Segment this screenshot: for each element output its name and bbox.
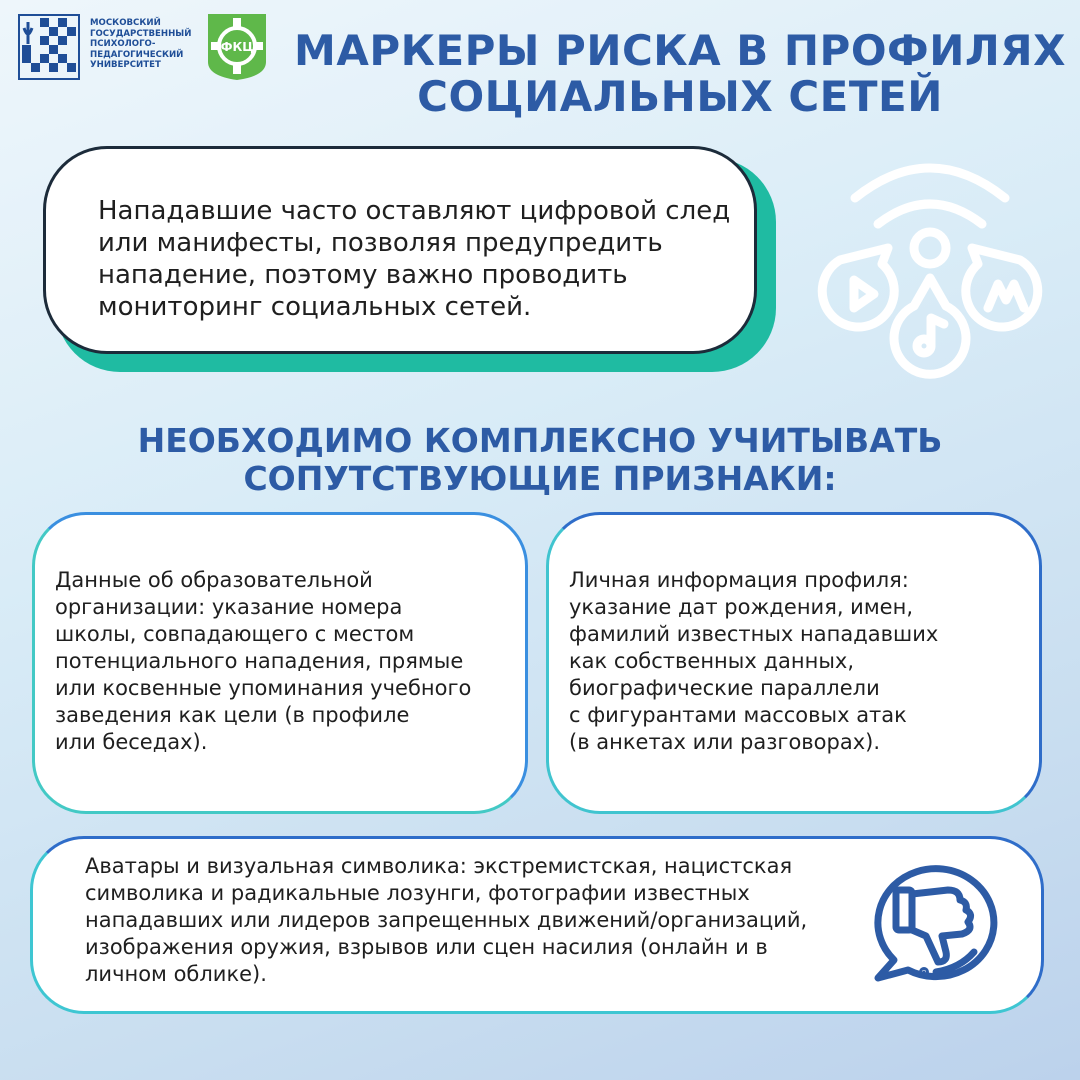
social-media-icon [810, 148, 1060, 388]
fkc-logo-text: ФКЦ [220, 40, 254, 54]
mgppu-logo-icon [18, 14, 80, 80]
intro-card [43, 146, 757, 354]
fkc-logo-icon [206, 12, 268, 82]
thumbs-down-icon [864, 856, 1004, 986]
education-card [32, 512, 528, 814]
education-card-text: Данные об образовательной организации: указание номера школы, совпадающего с местом потенциального нападения, прямые или косвенные упоминания учебного заведения как цели (в профиле или беседах). [55, 568, 472, 754]
personal-info-card [546, 512, 1042, 814]
avatars-card-text: Аватары и визуальная символика: экстремистская, нацистская символика и радикальные лозунги, фотографии известных нападавших или лидеров запрещенных движений/организаций, изображения оружия, взрывов или сцен насилия (онлайн и в личном облике). [85, 854, 808, 986]
page-title: МАРКЕРЫ РИСКА В ПРОФИЛЯХ СОЦИАЛЬНЫХ СЕТЕЙ [294, 26, 1066, 121]
personal-info-card-text: Личная информация профиля: указание дат рождения, имен, фамилий известных нападавших как собственных данных, биографические параллели с фигурантами массовых атак (в анкетах или разговорах). [569, 568, 939, 754]
section-subtitle: НЕОБХОДИМО КОМПЛЕКСНО УЧИТЫВАТЬ СОПУТСТВУЮЩИЕ ПРИЗНАКИ: [137, 421, 943, 498]
intro-text: Нападавшие часто оставляют цифровой след или манифесты, позволяя предупредить нападение, поэтому важно проводить мониторинг социальных сетей. [98, 196, 731, 322]
mgppu-logo-text: МОСКОВСКИЙ ГОСУДАРСТВЕННЫЙ ПСИХОЛОГО- ПЕДАГОГИЧЕСКИЙ УНИВЕРСИТЕТ [90, 18, 192, 71]
